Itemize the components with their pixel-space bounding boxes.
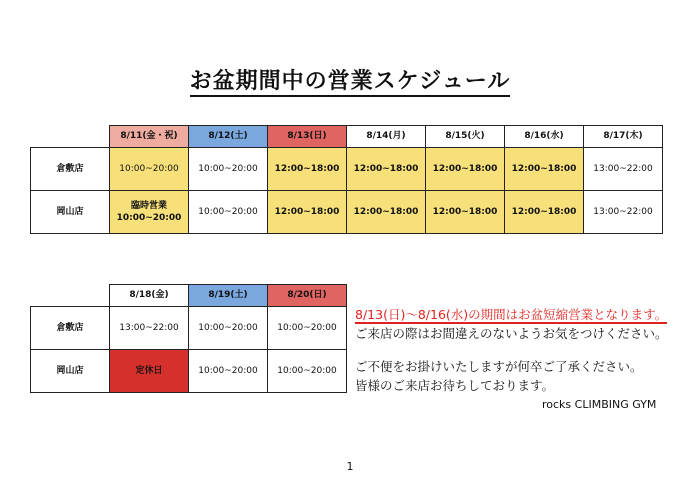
date-header: 8/18(金) [110,285,189,307]
hours-cell: 10:00~20:00 [189,350,268,393]
hours-cell: 10:00~20:00 [110,148,189,191]
corner-cell [31,126,110,148]
store-name: 岡山店 [31,191,110,234]
hours-cell: 12:00~18:00 [268,191,347,234]
hours-cell: 12:00~18:00 [505,191,584,234]
hours-cell: 10:00~20:00 [189,307,268,350]
closed-cell: 定休日 [110,350,189,393]
date-header: 8/11(金・祝) [110,126,189,148]
date-header: 8/14(月) [347,126,426,148]
notice-block [355,305,668,395]
hours-cell: 12:00~18:00 [505,148,584,191]
schedule-table-week1 [30,125,663,234]
hours-cell: 12:00~18:00 [426,148,505,191]
table-row [31,307,347,350]
hours-cell: 12:00~18:00 [347,148,426,191]
notice-line: ご来店の際はお間違えのないようお気をつけください。 [355,326,668,341]
table-row [31,148,663,191]
table-header-row [31,126,663,148]
date-header: 8/20(日) [268,285,347,307]
date-header: 8/16(水) [505,126,584,148]
hours-cell: 12:00~18:00 [268,148,347,191]
date-header: 8/13(日) [268,126,347,148]
hours-cell: 12:00~18:00 [426,191,505,234]
schedule-table-week2 [30,284,347,393]
page-title: お盆期間中の営業スケジュール [0,64,700,95]
store-name: 岡山店 [31,350,110,393]
special-label: 臨時営業 [130,200,167,211]
hours-cell: 13:00~22:00 [584,191,663,234]
store-name: 倉敷店 [31,307,110,350]
table-row [31,350,347,393]
hours-cell: 10:00~20:00 [268,350,347,393]
table-row [31,191,663,234]
signature: rocks CLIMBING GYM [542,398,657,411]
date-header: 8/15(火) [426,126,505,148]
hours-cell: 10:00~20:00 [189,191,268,234]
notice-line: 皆様のご来店お待ちしております。 [355,378,555,393]
hours-cell: 13:00~22:00 [584,148,663,191]
hours-cell [110,191,189,234]
date-header: 8/19(土) [189,285,268,307]
page-number: 1 [346,460,354,473]
special-hours: 10:00~20:00 [116,213,182,223]
store-name: 倉敷店 [31,148,110,191]
hours-cell: 10:00~20:00 [268,307,347,350]
table-header-row [31,285,347,307]
hours-cell: 10:00~20:00 [189,148,268,191]
notice-highlight: 8/13(日)〜8/16(水)の期間はお盆短縮営業となります。 [355,307,668,322]
date-header: 8/12(土) [189,126,268,148]
date-header: 8/17(木) [584,126,663,148]
hours-cell: 12:00~18:00 [347,191,426,234]
hours-cell: 13:00~22:00 [110,307,189,350]
corner-cell [31,285,110,307]
notice-line: ご不便をお掛けいたしますが何卒ご了承ください。 [355,359,643,374]
